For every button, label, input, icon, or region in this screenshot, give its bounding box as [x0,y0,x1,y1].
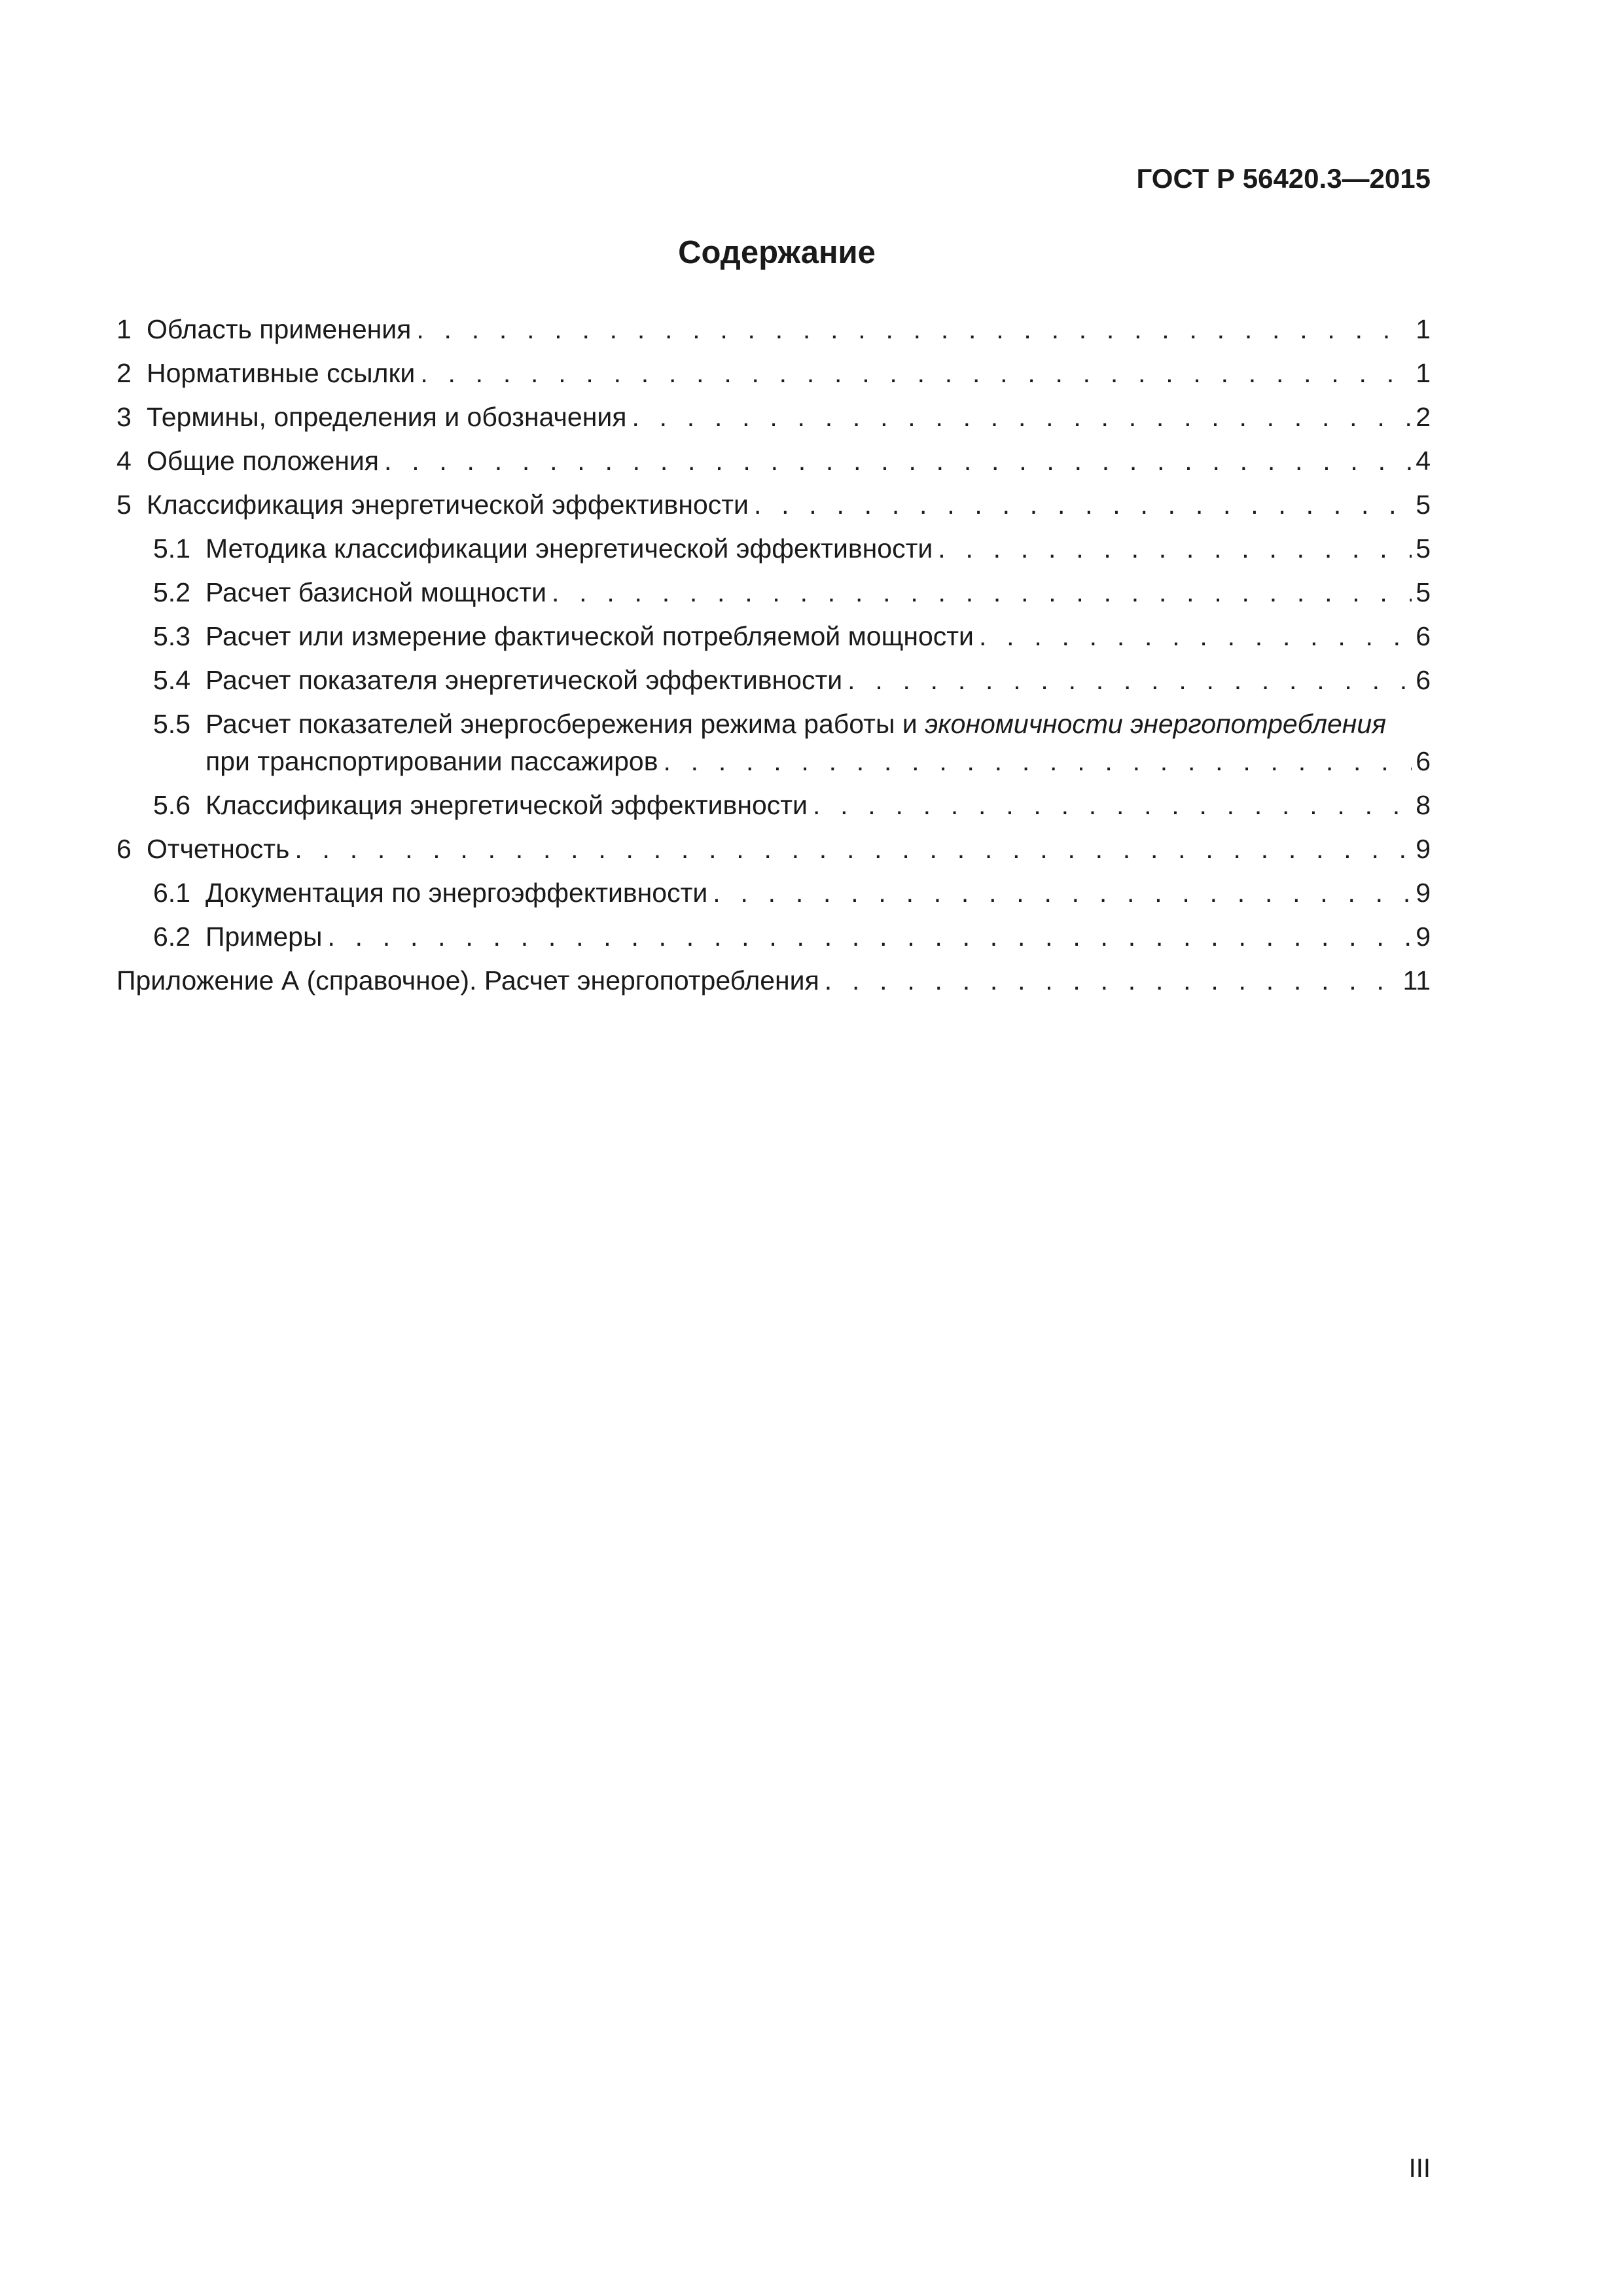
toc-entry-number: 1 [116,314,132,344]
dot-leader [664,740,1412,783]
toc-entry-page: 9 [1416,922,1431,952]
toc-entry-page: 9 [1416,834,1431,864]
toc-entry-number: 5.6 [153,790,190,820]
toc-entry-page: 1 [1416,314,1431,344]
toc-entry-title: Общие положения [147,446,380,476]
toc-entry-number: 3 [116,402,132,432]
toc-entry-page: 6 [1416,621,1431,651]
toc-entry-page: 5 [1416,577,1431,607]
toc-entry-1[interactable] [116,308,1431,351]
toc-entry-title: Область применения [147,314,412,344]
toc-entry-page: 4 [1416,446,1431,476]
toc-entry-number: 6 [116,834,132,864]
toc-entry-title: Термины, определения и обозначения [147,402,627,432]
toc-entry-title: Приложение А (справочное). Расчет энергопотребления [116,965,819,996]
toc-entry-title-regular: Расчет показателей энергосбережения режима работы и [205,709,925,739]
dot-leader [327,915,1412,959]
toc-entry-5-4[interactable] [116,658,1431,702]
toc-entry-5[interactable] [116,483,1431,527]
dot-leader [813,783,1412,827]
toc-entry-title: Расчет базисной мощности [205,577,546,607]
toc-entry-title: Нормативные ссылки [147,358,416,388]
toc-entry-title: Методика классификации энергетической эффективности [205,533,933,564]
dot-leader [713,871,1412,915]
toc-entry-number: 5.2 [153,577,190,607]
document-code: ГОСТ Р 56420.3—2015 [1136,163,1431,194]
toc-entry-title: Классификация энергетической эффективности [147,490,749,520]
toc-entry-6-1[interactable] [116,871,1431,915]
toc-entry-3[interactable] [116,395,1431,439]
toc-entry-title: Классификация энергетической эффективности [205,790,808,820]
toc-entry-title-continuation: при транспортировании пассажиров [205,746,658,776]
toc-entry-number: 5.5 [153,709,190,739]
toc-entry-appendix-a[interactable] [116,959,1431,1003]
toc-entry-page: 6 [1416,665,1431,695]
dot-leader [420,351,1412,395]
dot-leader [825,959,1399,1003]
page-number: III [1408,2154,1431,2183]
toc-entry-title-line-2 [205,740,1431,783]
toc-entry-page: 8 [1416,790,1431,820]
dot-leader [632,395,1412,439]
toc-entry-title: Документация по энергоэффективности [205,878,708,908]
toc-entry-page: 1 [1416,358,1431,388]
toc-entry-number: 5.1 [153,533,190,564]
toc-entry-6[interactable] [116,827,1431,871]
toc-entry-number: 2 [116,358,132,388]
toc-entry-page: 11 [1402,965,1431,996]
toc-entry-5-6[interactable] [116,783,1431,827]
toc-entry-title: Расчет или измерение фактической потребляемой мощности [205,621,974,651]
toc-entry-5-5[interactable] [116,702,1431,783]
dot-leader [416,308,1412,351]
toc-entry-number: 6.2 [153,922,190,952]
toc-entry-title-italic: экономичности энергопотребления [925,709,1387,739]
toc-entry-5-3[interactable] [116,615,1431,658]
dot-leader [552,571,1412,615]
toc-entry-page: 9 [1416,878,1431,908]
toc-entry-number: 4 [116,446,132,476]
toc-entry-page: 6 [1416,746,1431,776]
toc-entry-5-2[interactable] [116,571,1431,615]
toc-entry-5-1[interactable] [116,527,1431,571]
toc-entry-2[interactable] [116,351,1431,395]
toc-entry-6-2[interactable] [116,915,1431,959]
dot-leader [847,658,1412,702]
dot-leader [384,439,1412,483]
toc-entry-title: Расчет показателя энергетической эффективности [205,665,843,695]
toc-entry-number: 5 [116,490,132,520]
toc-entry-page: 2 [1416,402,1431,432]
dot-leader [754,483,1412,527]
toc-entry-title: Отчетность [147,834,290,864]
toc-title: Содержание [678,235,876,270]
toc-entry-number: 5.3 [153,621,190,651]
dot-leader [979,615,1412,658]
toc-entry-page: 5 [1416,490,1431,520]
toc-entry-number: 5.4 [153,665,190,695]
toc-entry-number: 6.1 [153,878,190,908]
toc-entry-page: 5 [1416,533,1431,564]
toc-entry-4[interactable] [116,439,1431,483]
table-of-contents [116,308,1431,1003]
dot-leader [938,527,1412,571]
toc-entry-title: Примеры [205,922,323,952]
dot-leader [294,827,1412,871]
